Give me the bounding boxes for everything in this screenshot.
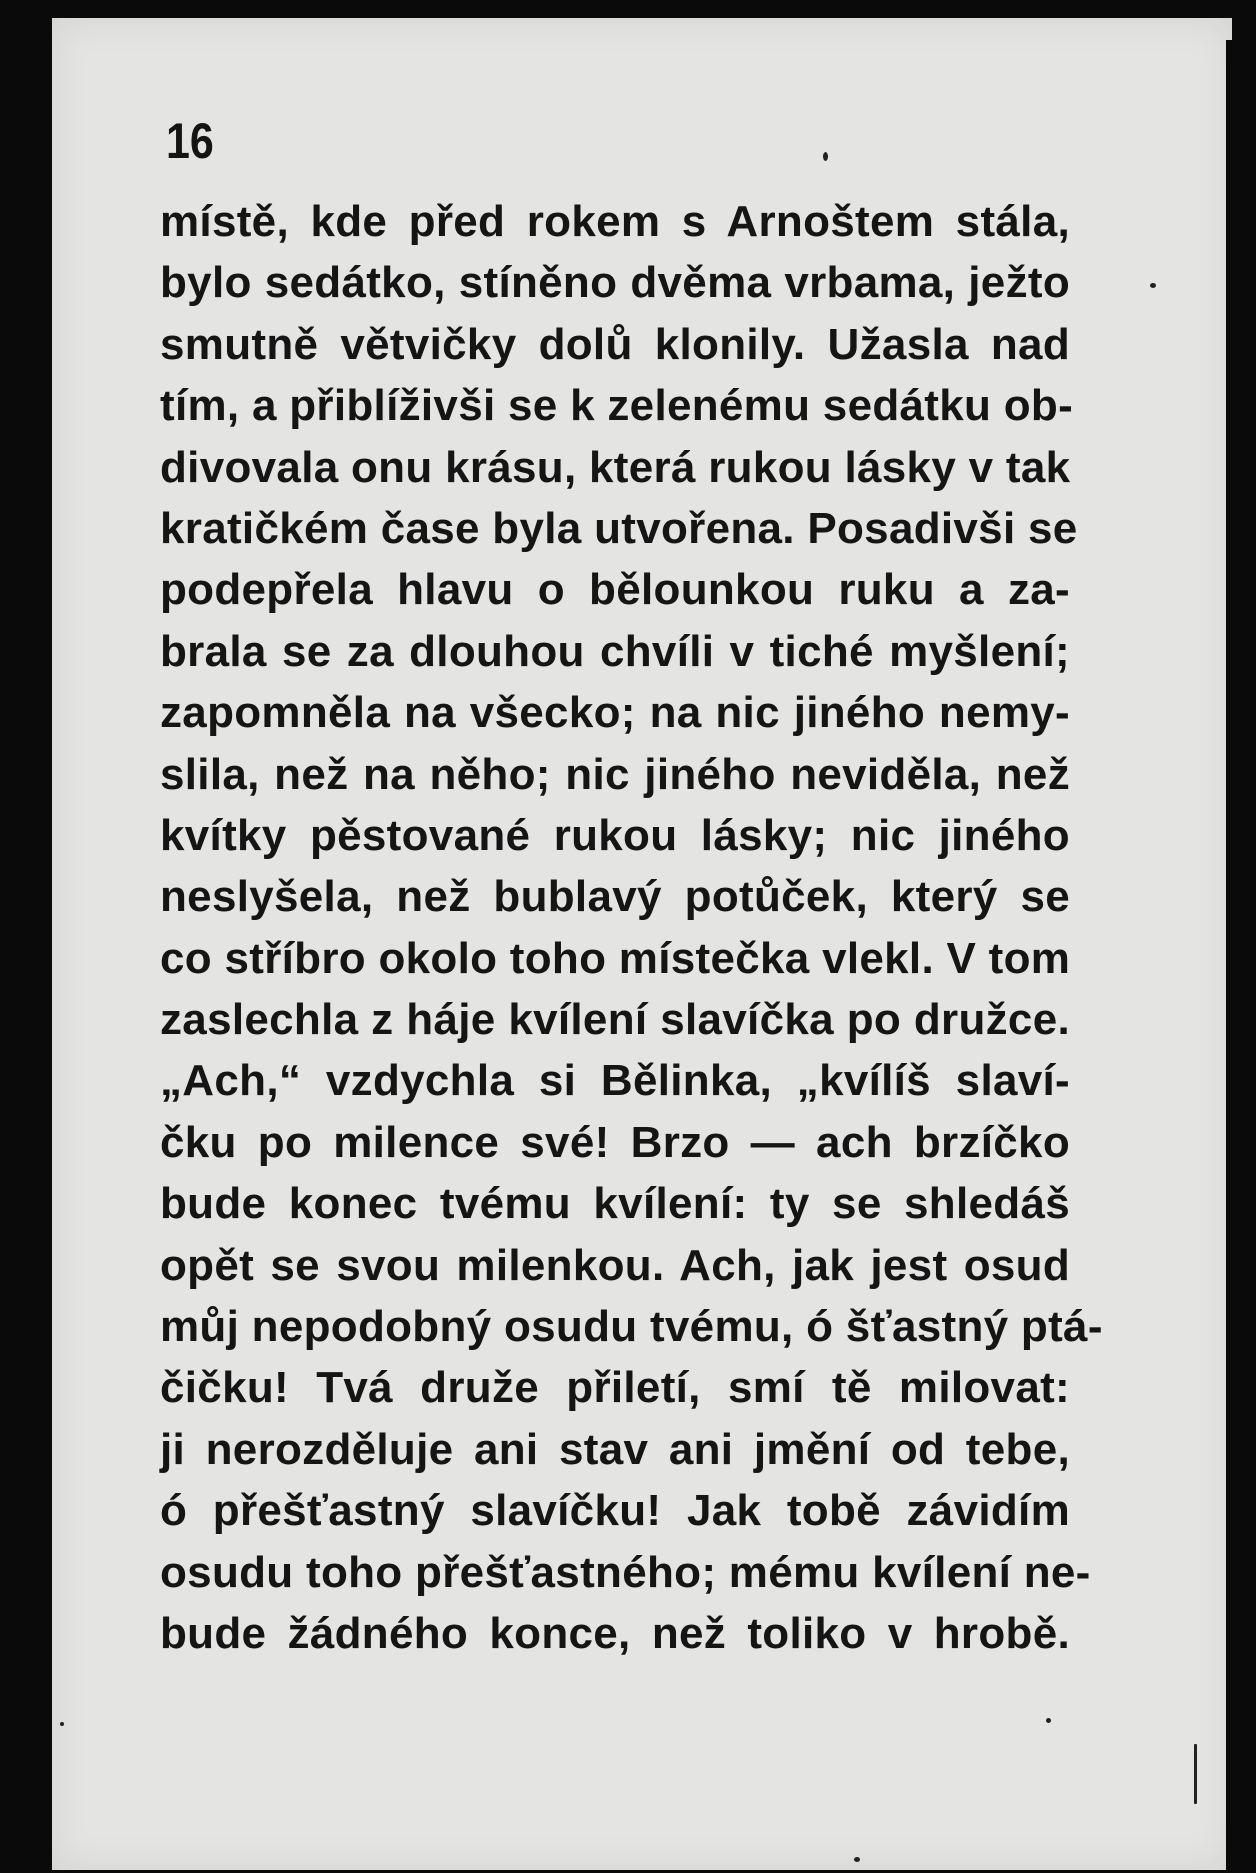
text-line: ó přešťastný slavíčku! Jak tobě závidím: [160, 1486, 1070, 1536]
scan-speck: [60, 1722, 64, 1726]
text-line: zaslechla z háje kvílení slavíčka po družce.: [160, 995, 1070, 1045]
text-line: bylo sedátko, stíněno dvěma vrbama, ježto: [160, 258, 1070, 308]
scan-speck: [854, 1857, 860, 1862]
text-line: divovala onu krásu, která rukou lásky v tak: [160, 442, 1071, 492]
text-line: místě, kde před rokem s Arnoštem stála,: [160, 197, 1070, 246]
scan-speck: [823, 152, 828, 161]
text-line: kvítky pěstované rukou lásky; nic jiného: [160, 810, 1070, 860]
text-line: „Ach,“ vzdychla si Bělinka, „kvílíš slaví-: [160, 1056, 1070, 1106]
body-text: [160, 191, 1103, 1664]
text-line: neslyšela, než bublavý potůček, který se: [160, 872, 1070, 922]
text-line: co stříbro okolo toho místečka vlekl. V tom: [160, 933, 1071, 983]
text-line: ji nerozděluje ani stav ani jmění od tebe,: [160, 1424, 1070, 1474]
text-line: čičku! Tvá druže přiletí, smí tě milovat:: [160, 1363, 1070, 1413]
text-line: bude žádného konce, než toliko v hrobě.: [160, 1608, 1070, 1658]
text-line: kratičkém čase byla utvořena. Posadivši se: [160, 503, 1078, 553]
text-line: slila, než na něho; nic jiného neviděla, než: [160, 749, 1070, 799]
scan-speck: [1150, 283, 1156, 288]
text-line: čku po milence své! Brzo — ach brzíčko: [160, 1117, 1070, 1167]
text-line: brala se za dlouhou chvíli v tiché myšlení;: [160, 626, 1070, 676]
page-number: 16: [166, 113, 214, 169]
text-line: podepřela hlavu o bělounkou ruku a za-: [160, 565, 1070, 615]
text-line: bude konec tvému kvílení: ty se shledáš: [160, 1179, 1070, 1229]
text-line: opět se svou milenkou. Ach, jak jest osud: [160, 1240, 1070, 1290]
text-line: osudu toho přešťastného; mému kvílení ne-: [160, 1547, 1091, 1597]
page-edge-shadow: [1226, 40, 1256, 1873]
text-line: smutně větvičky dolů klonily. Užasla nad: [160, 319, 1070, 369]
scan-speck: [1194, 1744, 1197, 1804]
text-line: můj nepodobný osudu tvému, ó šťastný ptá-: [160, 1302, 1103, 1352]
scan-speck: [1046, 1718, 1051, 1723]
text-line: zapomněla na všecko; na nic jiného nemy-: [160, 688, 1070, 738]
text-line: tím, a přiblíživši se k zelenému sedátku ob-: [160, 381, 1074, 431]
